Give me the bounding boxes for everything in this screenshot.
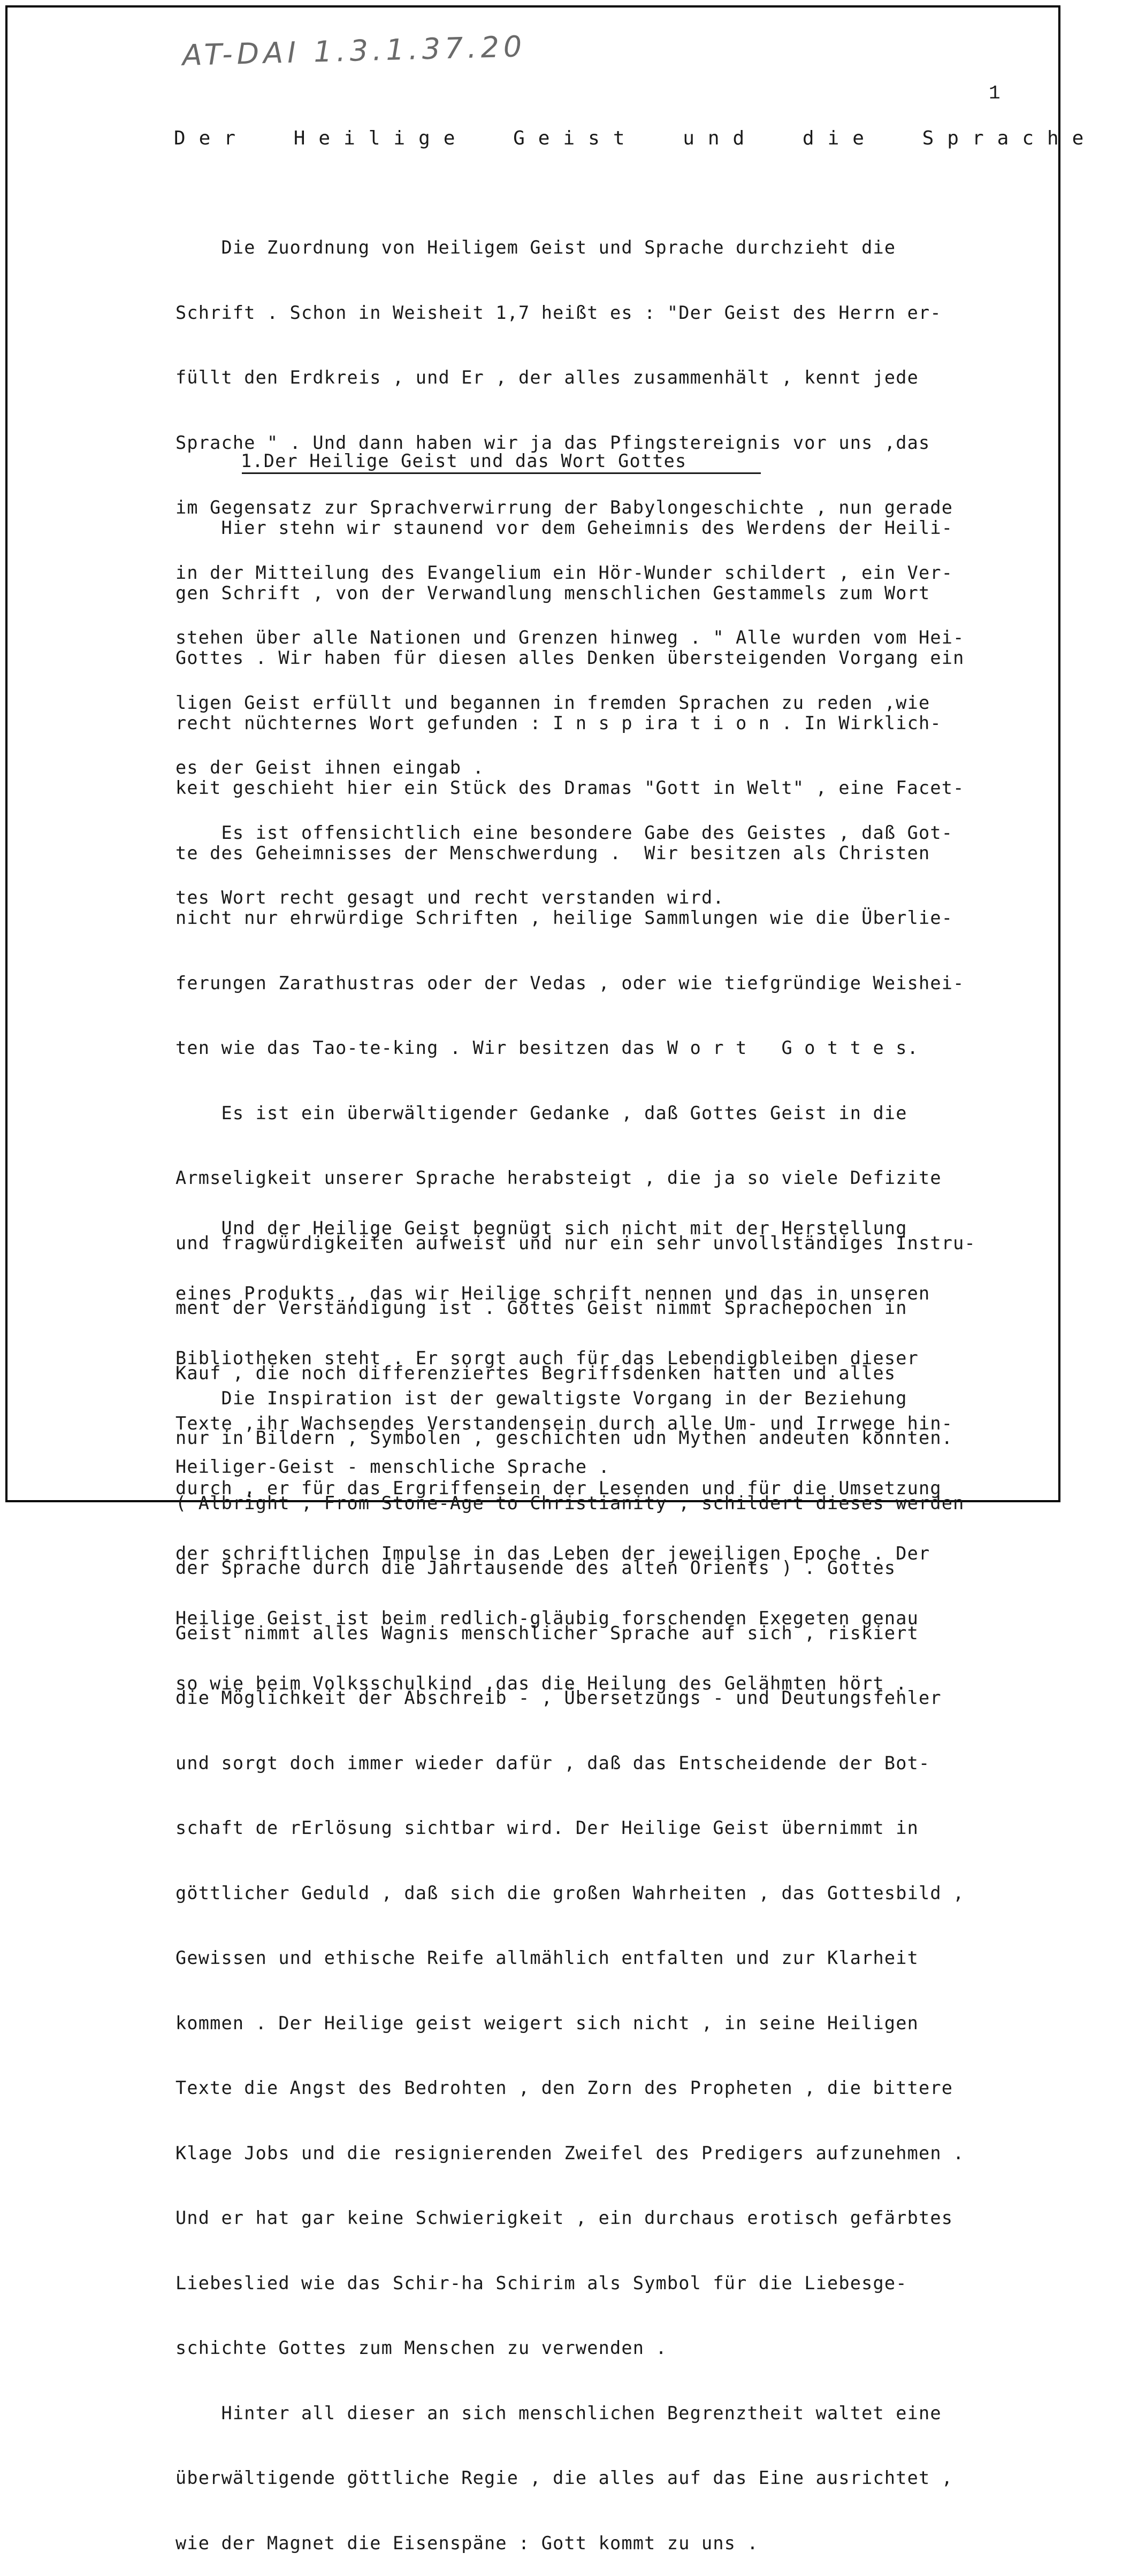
text-line: füllt den Erdkreis , und Er , der alles zusammenhält , kennt jede bbox=[175, 367, 919, 388]
section-heading: 1.Der Heilige Geist und das Wort Gottes bbox=[241, 450, 687, 471]
text-line: die Möglichkeit der Abschreib - , Übersetzungs - und Deutungsfehler bbox=[175, 1687, 942, 1708]
text-line: tes Wort recht gesagt und recht verstanden wird. bbox=[175, 887, 724, 908]
text-line: gen Schrift , von der Verwandlung menschlichen Gestammels zum Wort bbox=[175, 582, 930, 603]
text-line: der Sprache durch die Jahrtausende des alten Orients ) . Gottes bbox=[175, 1557, 896, 1578]
text-line: und sorgt doch immer wieder dafür , daß das Entscheidende der Bot- bbox=[175, 1752, 930, 1774]
text-line: Klage Jobs und die resignierenden Zweifel des Predigers aufzunehmen . bbox=[175, 2142, 965, 2164]
title-word: Der bbox=[174, 127, 249, 149]
text-line: Und der Heilige Geist begnügt sich nicht mit der Herstellung bbox=[175, 1218, 907, 1239]
title-word: Heilige bbox=[293, 127, 469, 149]
text-line: ligen Geist erfüllt und begannen in fremden Sprachen zu reden ,wie bbox=[175, 692, 930, 713]
text-line: Die Zuordnung von Heiligem Geist und Sprache durchzieht die bbox=[175, 237, 896, 258]
text-line: Es ist offensichtlich eine besondere Gabe des Geistes , daß Got- bbox=[175, 822, 953, 843]
text-line: Bibliotheken steht . Er sorgt auch für das Lebendigbleiben dieser bbox=[175, 1348, 919, 1369]
text-line: göttlicher Geduld , daß sich die großen Wahrheiten , das Gottesbild , bbox=[175, 1882, 965, 1904]
text-line: Liebeslied wie das Schir-ha Schirim als Symbol für die Liebesge- bbox=[175, 2272, 907, 2294]
text-line: Heilige Geist ist beim redlich-gläubig forschenden Exegeten genau bbox=[175, 1608, 919, 1629]
title-word: Geist bbox=[513, 127, 638, 149]
text-line: stehen über alle Nationen und Grenzen hinweg . " Alle wurden vom Hei- bbox=[175, 627, 965, 648]
document-title bbox=[174, 127, 1097, 149]
text-line: schichte Gottes zum Menschen zu verwenden . bbox=[175, 2337, 667, 2358]
text-line: Texte ,ihr Wachsendes Verstandensein durch alle Um- und Irrwege hin- bbox=[175, 1412, 953, 1434]
text-line: im Gegensatz zur Sprachverwirrung der Babylongeschichte , nun gerade bbox=[175, 497, 953, 518]
text-line: keit geschieht hier ein Stück des Dramas "Gott in Welt" , eine Facet- bbox=[175, 777, 965, 798]
text-line: Sprache " . Und dann haben wir ja das Pfingstereignis vor uns ,das bbox=[175, 432, 930, 453]
text-line: und fragwürdigkeiten aufweist und nur ein sehr unvollständiges Instru- bbox=[175, 1232, 976, 1253]
text-line: wie der Magnet die Eisenspäne : Gott kommt zu uns . bbox=[175, 2532, 759, 2554]
text-line: eines Produkts , das wir Heilige schrift nennen und das in unseren bbox=[175, 1282, 930, 1304]
text-line: durch , er für das Ergriffensein der Lesenden und für die Umsetzung bbox=[175, 1478, 942, 1499]
text-line: ( Albright , From Stone-Age to Christianity , schildert dieses werden bbox=[175, 1492, 965, 1514]
text-line: recht nüchternes Wort gefunden : I n s p ira t i o n . In Wirklich- bbox=[175, 712, 942, 733]
text-line: der schriftlichen Impulse in das Leben der jeweiligen Epoche . Der bbox=[175, 1542, 930, 1564]
text-line: Hier stehn wir staunend vor dem Geheimnis des Werdens der Heili- bbox=[175, 517, 953, 538]
text-line: Schrift . Schon in Weisheit 1,7 heißt es : "Der Geist des Herrn er- bbox=[175, 302, 942, 323]
text-line: in der Mitteilung des Evangelium ein Hör-Wunder schildert , ein Ver- bbox=[175, 562, 953, 583]
text-line: nicht nur ehrwürdige Schriften , heilige Sammlungen wie die Überlie- bbox=[175, 907, 953, 928]
text-line: ment der Verständigung ist . Gottes Geist nimmt Sprachepochen in bbox=[175, 1297, 907, 1318]
text-line: te des Geheimnisses der Menschwerdung . Wir besitzen als Christen bbox=[175, 842, 930, 863]
title-word: die bbox=[802, 127, 877, 149]
archive-signature: AT-DAI 1.3.1.37.20 bbox=[182, 29, 526, 72]
text-line: Kauf , die noch differenziertes Begriffsdenken hatten und alles bbox=[175, 1362, 896, 1383]
text-line: Gottes . Wir haben für diesen alles Denken übersteigenden Vorgang ein bbox=[175, 647, 965, 668]
paragraph-four bbox=[175, 1344, 1059, 1500]
text-line: Die Inspiration ist der gewaltigste Vorgang in der Beziehung bbox=[175, 1388, 907, 1409]
text-line: ferungen Zarathustras oder der Vedas , oder wie tiefgründige Weishei- bbox=[175, 972, 965, 993]
text-line: Heiliger-Geist - menschliche Sprache . bbox=[175, 1456, 610, 1477]
text-line: schaft de rErlösung sichtbar wird. Der Heilige Geist übernimmt in bbox=[175, 1817, 919, 1838]
page-number: 1 bbox=[989, 82, 1001, 104]
text-line: Texte die Angst des Bedrohten , den Zorn des Propheten , die bittere bbox=[175, 2077, 953, 2098]
text-line: Gewissen und ethische Reife allmählich entfalten und zur Klarheit bbox=[175, 1947, 919, 1968]
text-line: Und er hat gar keine Schwierigkeit , ein durchaus erotisch gefärbtes bbox=[175, 2207, 953, 2228]
text-line: Hinter all dieser an sich menschlichen Begrenztheit waltet eine bbox=[175, 2402, 942, 2424]
text-line: ten wie das Tao-te-king . Wir besitzen das W o r t G o t t e s. bbox=[175, 1037, 919, 1058]
title-word: und bbox=[683, 127, 758, 149]
title-word: Sprache bbox=[922, 127, 1097, 149]
text-line: nur in Bildern , Symbolen , geschichten udn Mythen andeuten konnten. bbox=[175, 1427, 953, 1448]
text-line: Armseligkeit unserer Sprache herabsteigt , die ja so viele Defizite bbox=[175, 1167, 942, 1188]
text-line: es der Geist ihnen eingab . bbox=[175, 757, 484, 778]
text-line: überwältigende göttliche Regie , die alles auf das Eine ausrichtet , bbox=[175, 2467, 953, 2488]
text-line: so wie beim Volksschulkind ,das die Heilung des Gelähmten hört . bbox=[175, 1672, 907, 1694]
text-line: Es ist ein überwältigender Gedanke , daß Gottes Geist in die bbox=[175, 1102, 907, 1123]
text-line: Geist nimmt alles Wagnis menschlicher Sprache auf sich , riskiert bbox=[175, 1622, 919, 1644]
text-line: kommen . Der Heilige geist weigert sich nicht , in seine Heiligen bbox=[175, 2012, 919, 2034]
